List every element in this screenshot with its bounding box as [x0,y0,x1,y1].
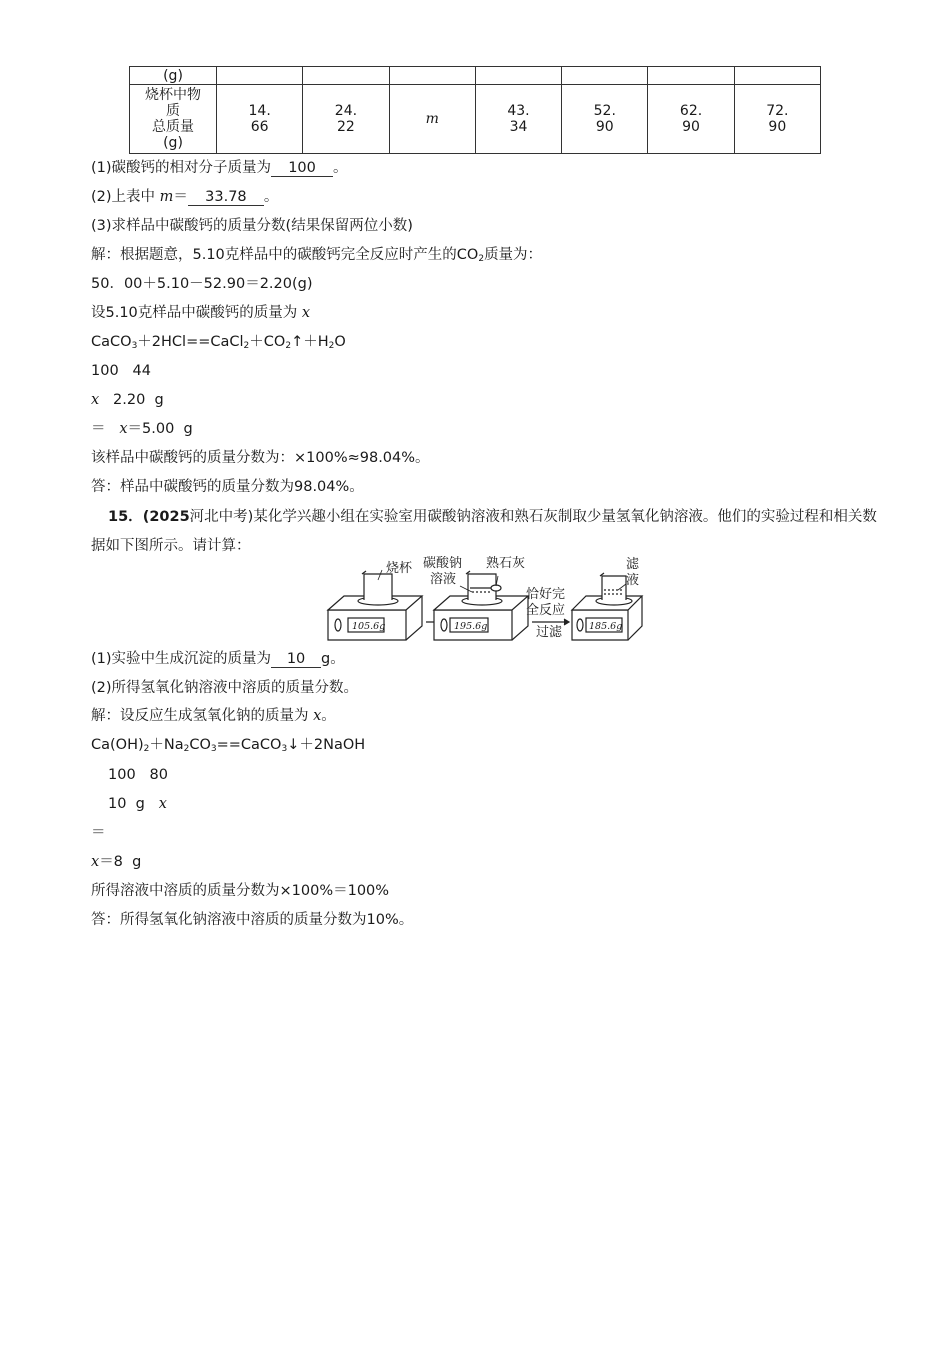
table-row [130,67,821,85]
label-na2co3-solution: 溶液 [430,572,457,587]
answer-line: 答：样品中碳酸钙的质量分数为98.04%。 [91,479,364,495]
solution-text: ＝ [91,421,120,437]
table-cell [303,85,389,154]
table-cell [734,85,820,154]
math-variable: x [91,392,100,408]
solution-line: 100 80 [108,767,168,783]
formula-part: ＋CO [249,334,286,350]
cell-line: 90 [682,119,700,135]
cell-line: 90 [768,119,787,135]
question-15-2: (2)所得氢氧化钠溶液中溶质的质量分数。 [91,680,359,696]
formula-part: ＋2HCl==CaCl [137,334,244,350]
scale-reading-3: 185.6g [589,621,623,632]
cell-line: 52. [593,103,616,119]
question-text: (1)碳酸钙的相对分子质量为 [91,160,272,176]
subscript: 3 [131,341,138,351]
solution-line [91,419,193,439]
table-cell [562,67,648,85]
solution-line: ＝ [91,825,106,841]
answer-line: 答：所得氢氧化钠溶液中溶质的质量分数为10%。 [91,912,414,928]
table-cell [562,85,648,154]
solution-line: 50．00＋5.10－52.90＝2.20(g) [91,276,313,292]
math-variable: x [158,796,167,812]
label-reaction-2: 全反应 [526,603,566,618]
solution-line [91,245,542,269]
math-variable: m [159,189,174,205]
label-filtrate-2: 液 [626,573,640,588]
solution-text: 解：设反应生成氢氧化钠的质量为 [91,708,314,724]
subscript: 3 [281,744,288,754]
formula-part: ==CaCO [216,737,282,753]
math-variable: x [91,854,100,870]
cell-line: 43. [507,103,530,119]
math-variable: x [301,305,311,321]
subscript: 2 [328,341,335,351]
table-cell [217,67,303,85]
solution-text: 设5.10克样品中碳酸钙的质量为 [91,305,302,321]
question-15-1 [91,649,345,669]
table-row [130,85,821,154]
cell-line: 90 [595,119,614,135]
table-cell [475,85,561,154]
formula-part: CO [189,737,211,753]
formula-part: ＋Na [149,737,184,753]
question-text: 。 [333,160,348,176]
table-cell [303,67,389,85]
solution-text: ＝5.00 g [127,421,193,437]
table-cell [648,85,734,154]
row-header-line: (g) [163,135,183,151]
row-header-line: 烧杯中物 [145,87,201,103]
solution-line [91,706,336,726]
table-cell [217,85,303,154]
solution-text: 2.20 g [99,392,164,408]
formula-part: ↑＋H [291,334,329,350]
label-beaker: 烧杯 [386,561,413,576]
solution-line [91,852,141,872]
solution-text: 质量为： [484,247,543,263]
problem-text: 河北中考)某化学兴趣小组在实验室用碳酸钠溶液和熟石灰制取少量氢氧化钠溶液。他们的实验过程和相关数据如下图所示。请计算： [91,509,877,554]
formula-part: O [334,334,346,350]
label-na2co3: 碳酸钠 [423,556,463,571]
table-cell [648,67,734,85]
cell-line: 62. [679,103,703,119]
label-filtrate: 滤 [626,557,640,572]
chemical-equation [91,332,346,356]
question-text: ＝ [173,189,188,205]
question-text: 。 [263,189,279,205]
table-cell [389,67,475,85]
scale-reading-2: 195.6g [454,621,488,632]
table-cell [734,67,820,85]
row-header-line: 总质量 [152,119,194,135]
subscript: 2 [143,744,150,754]
subscript: 2 [183,744,190,754]
solution-line: 所得溶液中溶质的质量分数为×100%＝100% [91,883,390,899]
chemical-equation [91,735,365,759]
table-cell: (g) [130,67,217,85]
math-variable: x [119,421,128,437]
experiment-figure [322,556,644,644]
solution-line [91,390,164,410]
data-table [129,66,821,154]
answer-blank: 100 [271,160,333,177]
cell-line: 34 [509,119,528,135]
question-1 [91,158,348,178]
cell-line: 14. [248,103,271,119]
cell-line: 66 [250,119,269,135]
table-row-header [130,85,217,154]
row-header-line: 质 [166,103,180,119]
table-cell [475,67,561,85]
cell-line: 72. [766,103,789,119]
solution-line: 100 44 [91,363,151,379]
solution-text: 。 [321,708,336,724]
formula-part: Ca(OH) [91,737,144,753]
math-variable: x [313,708,322,724]
solution-text: 10 g [108,796,159,812]
cell-line: 24. [334,103,358,119]
solution-text: ＝8 g [99,854,142,870]
solution-line [108,794,167,814]
label-reaction: 恰好完 [526,587,566,602]
subscript: 2 [243,341,250,351]
subscript: 3 [210,744,217,754]
answer-blank: 10 [271,651,321,668]
question-text: (1)实验中生成沉淀的质量为 [91,651,272,667]
scale-reading-1: 105.6g [352,621,386,632]
label-filter: 过滤 [536,625,563,640]
subscript: 2 [285,341,292,351]
formula-part: ↓＋2NaOH [287,737,366,753]
answer-blank: 33.78 [188,189,264,206]
solution-line: 该样品中碳酸钙的质量分数为：×100%≈98.04%。 [91,450,430,466]
problem-number: 15． [108,509,143,525]
cell-variable: m [425,111,439,127]
table-cell [389,85,475,154]
solution-line [91,303,310,323]
problem-15 [91,503,891,561]
question-2 [91,187,278,207]
cell-line: 22 [337,119,355,135]
label-slaked-lime: 熟石灰 [486,556,526,571]
solution-text: 解：根据题意，5.10克样品中的碳酸钙完全反应时产生的CO [91,247,479,263]
question-3: (3)求样品中碳酸钙的质量分数(结果保留两位小数) [91,218,413,234]
experiment-diagram [322,556,644,644]
question-text: (2)上表中 [91,189,160,205]
formula-part: CaCO [91,334,132,350]
subscript: 2 [478,254,485,264]
problem-source: (2025 [142,509,190,525]
question-text: g。 [321,651,345,667]
